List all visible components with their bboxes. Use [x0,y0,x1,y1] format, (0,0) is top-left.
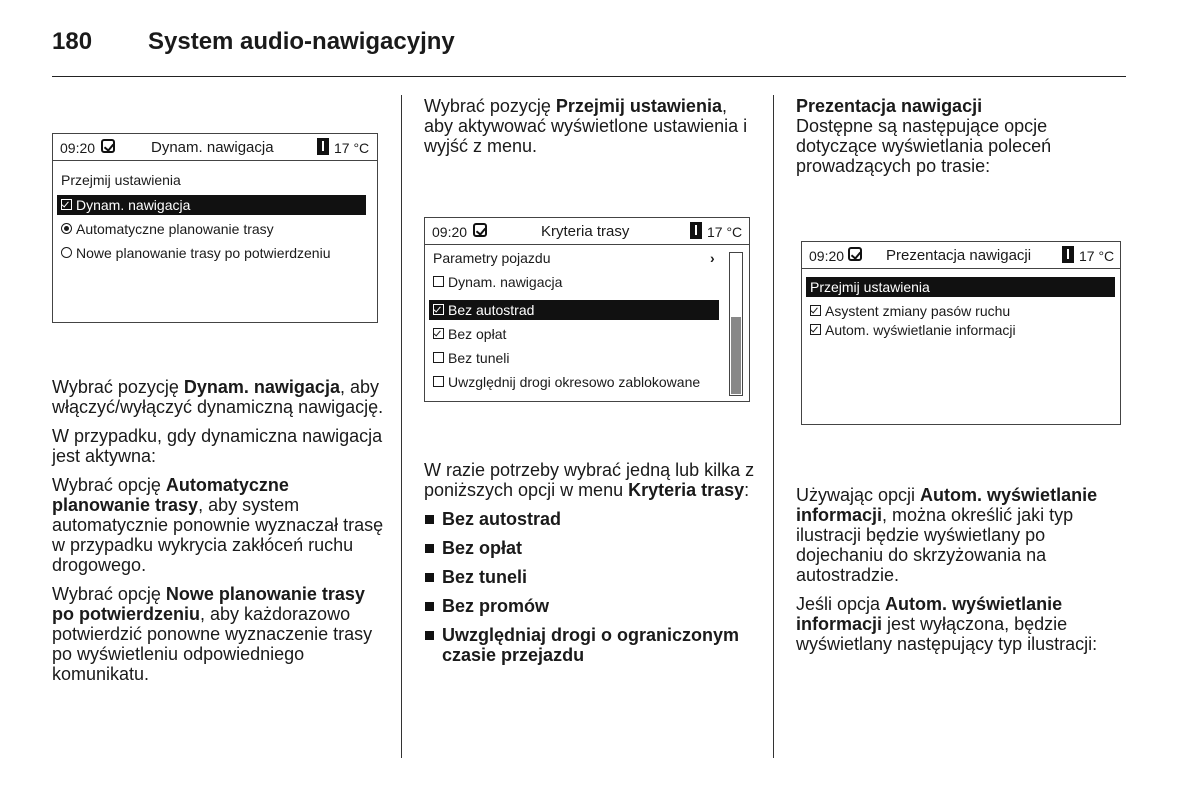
menu-item-label: Przejmij ustawienia [61,172,181,188]
menu-item-label: Bez opłat [448,326,507,342]
thermometer-icon [317,138,329,155]
option-autom-wyswietlanie[interactable] [806,320,1016,340]
page-number: 180 [52,28,93,55]
text: , aby każdorazowo potwierdzić ponowne wyznaczenie trasy po wyświetleniu odpowiedniego komunikatu. [52,604,373,684]
column-1-text [52,377,387,693]
clock-icon [848,247,862,261]
option-bez-autostrad[interactable] [429,300,719,320]
menu-item-label: Automatyczne planowanie trasy [76,221,274,237]
page-title: System audio-nawigacyjny [148,28,455,55]
menu-item-label: Autom. wyświetlanie informacji [825,322,1016,338]
text: : [744,480,750,500]
bold-term: Kryteria trasy [628,480,745,500]
list-item: Bez tuneli [424,567,759,587]
menu-item-label: Przejmij ustawienia [810,279,930,295]
menu-item-label: Dynam. nawigacja [76,197,191,213]
checkbox-checked-icon [810,324,821,335]
temperature: 17 °C [1079,248,1115,264]
text: Wybrać pozycję [424,96,556,116]
menu-item-label: Asystent zmiany pasów ruchu [825,303,1011,319]
page-header [52,24,1126,76]
option-automatyczne[interactable] [57,219,274,239]
column-divider-2 [773,95,774,758]
menu-item-label: Dynam. nawigacja [448,274,563,290]
status-bar [802,242,1120,269]
paragraph [52,377,387,417]
menu-item-przejmij[interactable] [806,277,1115,297]
screen-title: Prezentacja nawigacji [886,247,1032,264]
thermometer-icon [690,222,702,239]
list-item: Uwzględniaj drogi o ograniczonym czasie przejazdu [424,625,759,665]
menu-item-label: Bez autostrad [448,302,535,318]
menu-item-parametry[interactable] [429,248,551,268]
text: jest wyłączona, będzie wyświetlany następujący typ ilustracji: [796,614,1098,654]
temperature: 17 °C [334,140,370,156]
text: Używając opcji [796,485,921,505]
bold-term: Dynam. nawigacja [183,377,340,397]
scrollbar-thumb[interactable] [731,317,741,394]
radio-unselected-icon [61,247,72,258]
status-bar [425,218,749,245]
text: , aby aktywować wyświetlone ustawienia i wyjść z menu. [424,96,748,156]
checkbox-unchecked-icon [433,376,444,387]
bold-term: Autom. wyświetlanie informacji [796,594,1063,634]
screen-prezentacja-nawigacji [801,241,1121,425]
option-asystent[interactable] [806,301,1010,321]
heading-text: Prezentacja nawigacji [796,96,983,116]
scrollbar[interactable] [729,252,743,396]
column-3-intro [796,96,1126,185]
menu-item-dynam-nawigacja[interactable] [57,195,366,215]
checkbox-checked-icon [433,328,444,339]
column-3-text [796,485,1126,663]
paragraph [796,594,1126,654]
text: Wybrać opcję [52,584,166,604]
checkbox-unchecked-icon [433,352,444,363]
paragraph [424,96,754,156]
status-bar [53,134,377,161]
chevron-right-icon: › [710,250,715,266]
option-uwzglednij[interactable] [429,372,700,392]
column-2-text [424,460,759,674]
text: Wybrać opcję [52,475,166,495]
screen-dynam-nawigacja [52,133,378,323]
clock-time: 09:20 [432,224,468,240]
menu-item-label: Nowe planowanie trasy po potwierdzeniu [76,245,331,261]
list-item: Bez opłat [424,538,759,558]
screen-title: Kryteria trasy [541,223,630,240]
column-divider-1 [401,95,402,758]
text: W razie potrzeby wybrać jedną lub kilka z poniższych opcji w menu [424,460,755,500]
option-bez-oplat[interactable] [429,324,506,344]
radio-selected-icon [61,223,72,234]
checkbox-checked-icon [433,304,444,315]
menu-item-label: Parametry pojazdu [433,250,551,266]
list-item: Bez promów [424,596,759,616]
menu-item-label: Uwzględnij drogi okresowo zablokowane [448,374,701,390]
text: , aby system automatycznie ponownie wyznaczał trasę w przypadku wykrycia zakłóceń ruchu drogowego. [52,495,384,575]
clock-time: 09:20 [809,248,845,264]
text: , można określić jaki typ ilustracji będzie wyświetlany po dojechaniu do skrzyżowania na autostradzie. [796,505,1074,585]
temperature: 17 °C [707,224,743,240]
thermometer-icon [1062,246,1074,263]
text: Jeśli opcja [796,594,886,614]
text: Wybrać pozycję [52,377,184,397]
paragraph [52,475,387,575]
bold-term: Przejmij ustawienia [555,96,722,116]
bold-term: Nowe planowanie trasy po potwierdzeniu [52,584,365,624]
option-dynam-nawigacja[interactable] [429,272,562,292]
bold-term: Automatyczne planowanie trasy [52,475,289,515]
screen-kryteria-trasy [424,217,750,402]
clock-icon [473,223,487,237]
text: , aby włączyć/wyłączyć dynamiczną nawigację. [52,377,384,417]
menu-item-label: Bez tuneli [448,350,510,366]
clock-icon [101,139,115,153]
bold-term: Autom. wyświetlanie informacji [796,485,1098,525]
checkbox-checked-icon [810,305,821,316]
paragraph: W przypadku, gdy dynamiczna nawigacja jest aktywna: [52,426,383,466]
clock-time: 09:20 [60,140,96,156]
paragraph [52,584,387,684]
paragraph [796,485,1126,585]
section-heading [796,96,1126,116]
option-bez-tuneli[interactable] [429,348,509,368]
paragraph [424,460,759,500]
screen-title: Dynam. nawigacja [151,139,274,156]
checkbox-checked-icon [61,199,72,210]
column-2-intro [424,96,754,165]
paragraph: Dostępne są następujące opcje dotyczące wyświetlania poleceń prowadzących po trasie: [796,116,1052,176]
checkbox-unchecked-icon [433,276,444,287]
menu-item-przejmij[interactable] [57,170,181,190]
option-nowe-planowanie[interactable] [57,243,330,263]
header-divider [52,76,1126,77]
list-item: Bez autostrad [424,509,759,529]
bullet-list [424,509,759,665]
